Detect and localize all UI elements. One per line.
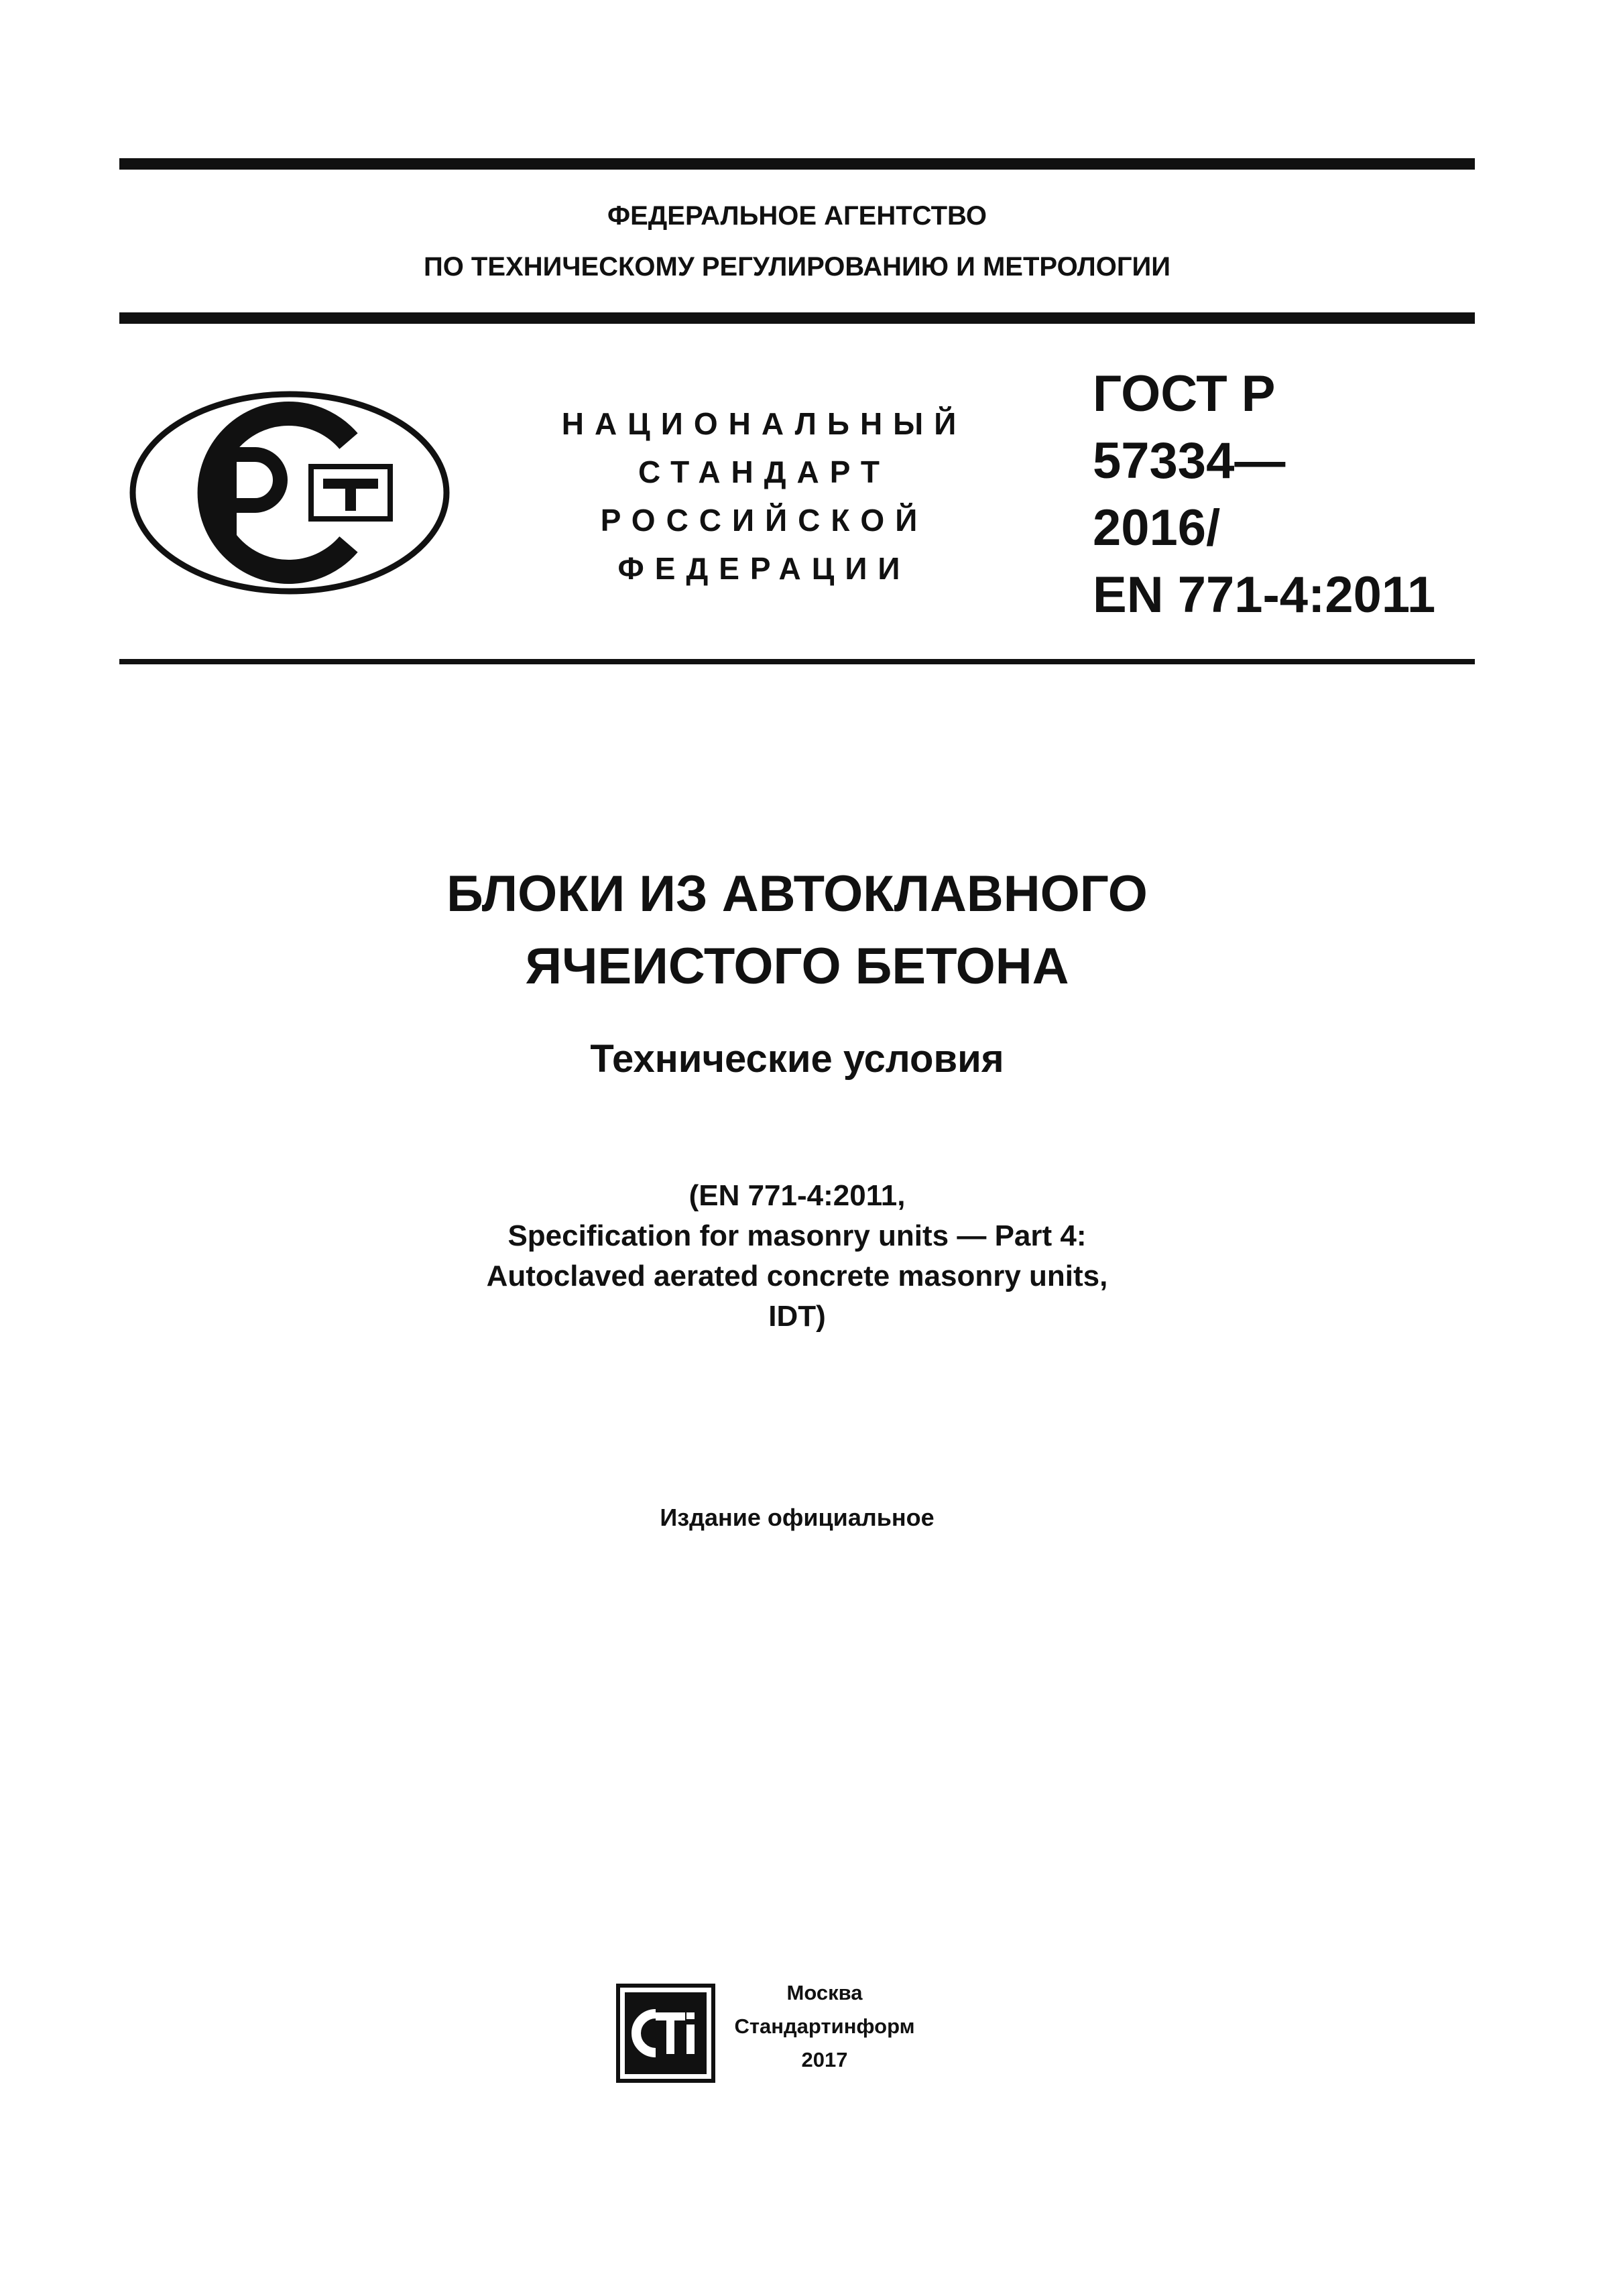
standard-type-line-3: РОССИЙСКОЙ [600,503,928,538]
reference-line-2: Specification for masonry units — Part 4: [507,1219,1087,1252]
national-standard-label [523,400,1006,593]
standartinform-logo-icon [615,1983,716,2083]
publisher-name: Стандартинформ [734,2014,915,2038]
header-rule [119,312,1475,324]
document-title [119,858,1475,1003]
reference-line-1: (EN 771-4:2011, [688,1179,906,1212]
standard-designation [1093,361,1468,629]
publisher-block [707,1976,942,2077]
designation-line-1: ГОСТ Р [1093,365,1276,422]
publisher-year: 2017 [801,2048,848,2071]
international-reference [119,1176,1475,1337]
designation-line-3: 2016/ [1093,499,1221,556]
agency-line-1: ФЕДЕРАЛЬНОЕ АГЕНТСТВО [607,201,987,231]
publisher-city: Москва [786,1981,863,2004]
reference-line-3: Autoclaved aerated concrete masonry units, [486,1260,1108,1292]
rst-logo-icon [127,389,453,597]
edition-note: Издание официальное [660,1504,935,1531]
title-block-rule [119,659,1475,664]
standard-type-line-2: СТАНДАРТ [638,455,890,489]
title-line-1: БЛОКИ ИЗ АВТОКЛАВНОГО [446,865,1148,922]
document-subtitle: Технические условия [590,1037,1004,1081]
standard-type-line-1: НАЦИОНАЛЬНЫЙ [561,406,967,441]
standard-type-line-4: ФЕДЕРАЦИИ [617,551,911,586]
agency-line-2: ПО ТЕХНИЧЕСКОМУ РЕГУЛИРОВАНИЮ И МЕТРОЛОГИИ [423,252,1171,282]
designation-line-2: 57334— [1093,432,1286,489]
reference-line-4: IDT) [768,1300,826,1333]
designation-line-4: EN 771-4:2011 [1093,566,1436,623]
top-rule [119,158,1475,170]
title-line-2: ЯЧЕИСТОГО БЕТОНА [525,938,1069,995]
agency-header [119,190,1475,292]
